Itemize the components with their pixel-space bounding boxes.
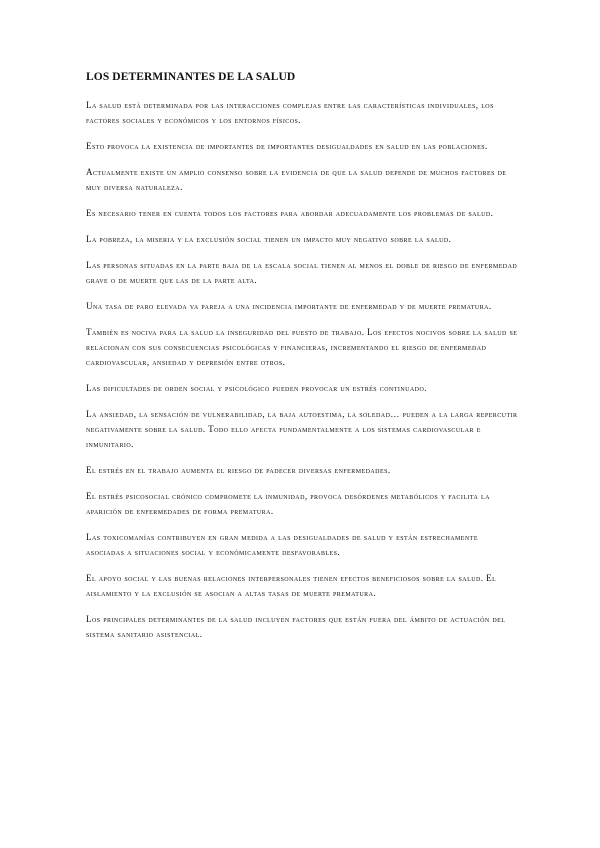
paragraph: El estrés psicosocial crónico compromete la inmunidad, provoca desórdenes metabólicos y facilita la aparición de enfermedades de forma prematura. xyxy=(86,491,490,516)
paragraph: También es nociva para la salud la inseguridad del puesto de trabajo. Los efectos nocivos sobre la salud se relacionan con sus consecuencias psicológicas y financieras, incrementando el riesgo de enfermedad cardiovascular, ansiedad y depresión entre otros. xyxy=(86,327,518,367)
paragraph: Esto provoca la existencia de importantes de importantes desigualdades en salud en las poblaciones. xyxy=(86,141,488,151)
document-body xyxy=(86,70,518,653)
paragraph: Una tasa de paro elevada va pareja a una incidencia importante de enfermedad y de muerte prematura. xyxy=(86,301,492,311)
paragraph: La salud está determinada por las interacciones complejas entre las características individuales, los factores sociales y económicos y los entornos físicos. xyxy=(86,100,494,125)
paragraph: Actualmente existe un amplio consenso sobre la evidencia de que la salud depende de muchos factores de muy diversa naturaleza. xyxy=(86,167,507,192)
paragraph: El apoyo social y las buenas relaciones interpersonales tienen efectos beneficiosos sobre la salud. El aislamiento y la exclusión se asocian a altas tasas de muerte prematura. xyxy=(86,573,497,598)
paragraph: Es necesario tener en cuenta todos los factores para abordar adecuadamente los problemas de salud. xyxy=(86,208,494,218)
paragraph: La ansiedad, la sensación de vulnerabilidad, la baja autoestima, la soledad… pueden a la larga repercutir negativamente sobre la salud. Todo ello afecta fundamentalmente a los sistemas cardiovascular e inmunitario. xyxy=(86,409,518,449)
document-title: LOS DETERMINANTES DE LA SALUD xyxy=(86,71,296,83)
paragraph: Las personas situadas en la parte baja de la escala social tienen al menos el doble de riesgo de enfermedad grave o de muerte que las de la parte alta. xyxy=(86,260,518,285)
paragraph: Las dificultades de orden social y psicológico pueden provocar un estrés continuado. xyxy=(86,383,427,393)
paragraph: Las toxicomanías contribuyen en gran medida a las desigualdades de salud y están estrechamente asociadas a situaciones social y económicamente desfavorables. xyxy=(86,532,478,557)
paragraph: La pobreza, la miseria y la exclusión social tienen un impacto muy negativo sobre la salud. xyxy=(86,234,452,244)
paragraph: Los principales determinantes de la salud incluyen factores que están fuera del ámbito de actuación del sistema sanitario asistencial. xyxy=(86,614,506,639)
paragraph: El estrés en el trabajo aumenta el riesgo de padecer diversas enfermedades. xyxy=(86,465,391,475)
